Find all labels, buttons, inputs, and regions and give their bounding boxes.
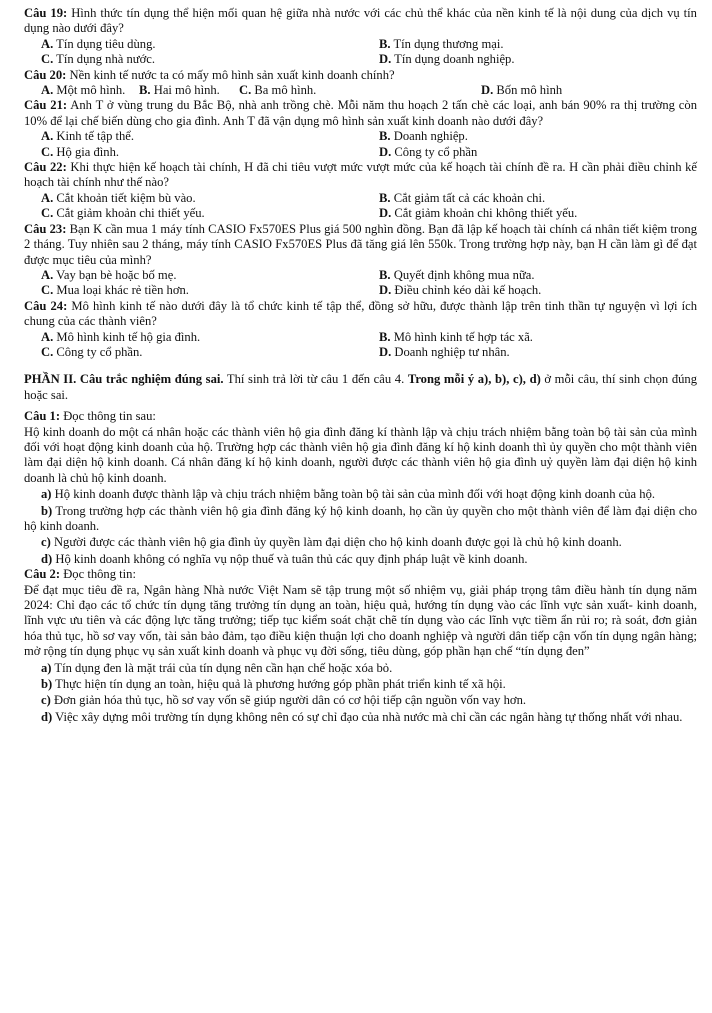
option-text: Công ty cổ phần xyxy=(394,144,478,159)
option-text: Doanh nghiệp. xyxy=(393,129,468,144)
option-text: Ba mô hình. xyxy=(254,83,317,98)
option-letter: D. xyxy=(379,283,392,298)
part-instruction-end: ở mỗi câu, thí sinh chọn đúng hoặc sai. xyxy=(24,372,698,402)
option-d[interactable] xyxy=(379,345,697,360)
question-23 xyxy=(24,222,697,299)
option-letter: D. xyxy=(481,83,494,98)
option-letter: C. xyxy=(41,344,54,359)
option-letter: A. xyxy=(41,83,54,98)
option-text: Cắt giảm khoản chi thiết yếu. xyxy=(56,206,205,221)
option-text: Cắt giảm tất cả các khoản chi. xyxy=(393,190,546,205)
statement-letter: d) xyxy=(41,709,53,724)
options xyxy=(24,268,697,299)
option-text: Cắt khoản tiết kiệm bù vào. xyxy=(56,190,196,205)
statement-d[interactable] xyxy=(24,552,697,567)
statement-a[interactable] xyxy=(24,487,697,502)
option-text: Một mô hình. xyxy=(56,83,126,98)
question-label: Câu 2: xyxy=(24,567,61,582)
question-label: Câu 21: xyxy=(24,98,68,113)
option-text: Doanh nghiệp tư nhân. xyxy=(394,344,510,359)
option-letter: B. xyxy=(139,83,151,98)
option-letter: A. xyxy=(41,129,54,144)
option-letter: C. xyxy=(41,144,54,159)
question-label: Câu 23: xyxy=(24,221,67,236)
option-letter: C. xyxy=(41,283,54,298)
option-letter: C. xyxy=(41,52,54,67)
option-a[interactable] xyxy=(41,191,379,206)
passage: Để đạt mục tiêu đề ra, Ngân hàng Nhà nước Việt Nam sẽ tập trung một số nhiệm vụ, giải pháp trọng tâm điều hành tín dụng năm 2024: Chỉ đạo các tổ chức tín dụng tăng trưởng tín dụng an toàn, hiệu quả, hướng tín dụng vào các lĩnh vực sản xuất- kinh doanh, lĩnh vực ưu tiên và các động lực tăng trưởng; tiếp tục kiểm soát chặt chẽ tín dụng vào các lĩnh vực tiềm ẩn rủi ro; rà soát, đơn giản hóa thủ tục, hồ sơ vay vốn, tài sản bảo đảm, tạo điều kiện thuận lợi cho doanh nghiệp và người dân tiếp cận vốn tín dụng ngân hàng; mở rộng tín dụng phục vụ sản xuất kinh doanh và phục vụ đời sống, tiêu dùng, góp phần hạn chế “tín dụng đen” xyxy=(24,582,697,659)
options xyxy=(24,37,697,68)
option-text: Quyết định không mua nữa. xyxy=(393,267,535,282)
option-b[interactable] xyxy=(139,83,239,98)
passage: Hộ kinh doanh do một cá nhân hoặc các thành viên hộ gia đình đăng kí thành lập và chịu trách nhiệm bằng toàn bộ tài sản của mình đối với hoạt động kinh doanh của hộ. Trường hợp các thành viên hộ gia đình đăng kí hộ kinh doanh thì ủy quyền cho một thành viên làm đại diện hộ kinh doanh. Cá nhân đăng kí hộ kinh doanh, người được các thành viên hộ gia đình uỷ quyền làm đại diện hộ kinh doanh là chủ hộ kinh doanh. xyxy=(24,424,697,485)
option-b[interactable] xyxy=(379,129,697,144)
statement-c[interactable] xyxy=(24,693,697,708)
part-2-header xyxy=(24,372,697,403)
option-letter: D. xyxy=(379,344,392,359)
option-letter: A. xyxy=(41,190,54,205)
option-b[interactable] xyxy=(379,37,697,52)
option-b[interactable] xyxy=(379,268,697,283)
option-a[interactable] xyxy=(41,268,379,283)
question-19 xyxy=(24,6,697,68)
statement-text: Người được các thành viên hộ gia đình ủy quyền làm đại diện cho hộ kinh doanh được gọi là chủ hộ kinh doanh. xyxy=(53,535,622,550)
option-a[interactable] xyxy=(41,129,379,144)
option-letter: B. xyxy=(379,267,391,282)
option-letter: D. xyxy=(379,52,392,67)
statement-letter: b) xyxy=(41,677,53,692)
question-label: Câu 19: xyxy=(24,6,68,20)
statement-text: Hộ kinh doanh được thành lập và chịu trách nhiệm bằng toàn bộ tài sản của mình đối với hoạt động kinh doanh của hộ. xyxy=(54,487,656,502)
part-instruction: Thí sinh trả lời từ câu 1 đến câu 4. xyxy=(223,372,408,387)
option-text: Tín dụng doanh nghiệp. xyxy=(394,52,515,67)
question-20 xyxy=(24,68,697,99)
option-a[interactable] xyxy=(41,37,379,52)
option-text: Mô hình kinh tế hộ gia đình. xyxy=(56,329,201,344)
statement-d[interactable] xyxy=(24,710,697,725)
option-letter: B. xyxy=(379,129,391,144)
option-d[interactable] xyxy=(379,283,697,298)
option-letter: B. xyxy=(379,190,391,205)
option-c[interactable] xyxy=(41,206,379,221)
option-text: Mua loại khác rẻ tiền hơn. xyxy=(56,283,189,298)
part-instruction-bold: Trong mỗi ý a), b), c), d) xyxy=(407,372,541,387)
statement-letter: a) xyxy=(41,487,52,502)
question-intro: Đọc thông tin sau: xyxy=(60,409,156,424)
statement-a[interactable] xyxy=(24,661,697,676)
statement-text: Thực hiện tín dụng an toàn, hiệu quả là phương hướng góp phần phát triển kinh tế xã hội. xyxy=(55,677,506,692)
question-label: Câu 1: xyxy=(24,409,61,424)
option-c[interactable] xyxy=(41,283,379,298)
question-text: Hình thức tín dụng thể hiện mối quan hệ giữa nhà nước với các chủ thể khác của nền kinh tế là nội dung của dịch vụ tín dụng nào dưới đây? xyxy=(24,6,697,36)
statement-text: Trong trường hợp các thành viên hộ gia đình đăng ký hộ kinh doanh, họ cần ủy quyền cho một thành viên để làm đại diện cho hộ kinh doanh. xyxy=(24,503,698,533)
option-text: Vay bạn bè hoặc bố mẹ. xyxy=(56,267,177,282)
question-label: Câu 20: xyxy=(24,67,67,82)
option-text: Hộ gia đình. xyxy=(56,144,120,159)
tf-question-1 xyxy=(24,409,697,567)
statement-text: Hộ kinh doanh không có nghĩa vụ nộp thuế và tuân thủ các quy định pháp luật về kinh doanh. xyxy=(55,551,528,566)
question-label: Câu 22: xyxy=(24,160,67,175)
statement-b[interactable] xyxy=(24,677,697,692)
option-c[interactable] xyxy=(41,52,379,67)
statement-letter: d) xyxy=(41,551,53,566)
option-b[interactable] xyxy=(379,330,697,345)
question-24 xyxy=(24,299,697,361)
statement-letter: c) xyxy=(41,693,51,708)
statement-text: Việc xây dựng môi trường tín dụng không nên có sự chỉ đạo của nhà nước mà chỉ cần các ngân hàng tự thống nhất với nhau. xyxy=(55,709,683,724)
option-letter: C. xyxy=(239,83,252,98)
question-text: Anh T ở vùng trung du Bắc Bộ, nhà anh trồng chè. Mỗi năm thu hoạch 2 tấn chè các loại, anh bán 90% ra thị trường còn 10% để lại chế biến dùng cho gia đình. Anh T đã vận dụng mô hình sản xuất kinh doanh nào dưới đây? xyxy=(24,98,697,128)
option-b[interactable] xyxy=(379,191,697,206)
option-text: Hai mô hình. xyxy=(153,83,220,98)
question-label: Câu 24: xyxy=(24,298,68,313)
statement-letter: c) xyxy=(41,535,51,550)
option-letter: A. xyxy=(41,267,54,282)
option-letter: A. xyxy=(41,329,54,344)
tf-question-2 xyxy=(24,567,697,725)
statement-text: Tín dụng đen là mặt trái của tín dụng nên cần hạn chế hoặc xóa bỏ. xyxy=(54,660,393,675)
option-d[interactable] xyxy=(379,52,697,67)
options xyxy=(24,330,697,361)
option-text: Tín dụng thương mại. xyxy=(393,36,504,51)
options xyxy=(24,83,697,98)
option-letter: B. xyxy=(379,36,391,51)
option-text: Kinh tế tập thể. xyxy=(56,129,135,144)
question-intro: Đọc thông tin: xyxy=(60,567,136,582)
option-letter: C. xyxy=(41,206,54,221)
option-d[interactable] xyxy=(481,83,697,98)
option-text: Tín dụng tiêu dùng. xyxy=(56,36,156,51)
question-text: Mô hình kinh tế nào dưới đây là tổ chức kinh tế tập thể, đồng sở hữu, được thành lập trên tinh thần tự nguyện vì lợi ích chung của các thành viên? xyxy=(24,298,697,329)
option-d[interactable] xyxy=(379,145,697,160)
option-text: Cắt giảm khoản chi không thiết yếu. xyxy=(394,206,578,221)
statement-b[interactable] xyxy=(24,504,697,535)
question-22 xyxy=(24,160,697,222)
statement-letter: a) xyxy=(41,660,52,675)
question-text: Khi thực hiện kế hoạch tài chính, H đã chi tiêu vượt mức vượt mức của kế hoạch tài chính đề ra. H cần phải điều chỉnh kế hoạch tài chính như thế nào? xyxy=(24,160,697,190)
statements xyxy=(24,487,697,567)
options xyxy=(24,191,697,222)
statement-letter: b) xyxy=(41,503,53,518)
option-c[interactable] xyxy=(239,83,481,98)
part-title: PHẦN II. Câu trắc nghiệm đúng sai. xyxy=(24,372,224,387)
options xyxy=(24,129,697,160)
option-c[interactable] xyxy=(41,145,379,160)
option-letter: D. xyxy=(379,206,392,221)
option-text: Điều chỉnh kéo dài kế hoạch. xyxy=(394,283,542,298)
option-c[interactable] xyxy=(41,345,379,360)
option-letter: B. xyxy=(379,329,391,344)
statements xyxy=(24,661,697,726)
option-d[interactable] xyxy=(379,206,697,221)
question-21 xyxy=(24,98,697,160)
option-text: Tín dụng nhà nước. xyxy=(56,52,155,67)
question-text: Nền kinh tế nước ta có mấy mô hình sản xuất kinh doanh chính? xyxy=(69,67,395,82)
statement-text: Đơn giản hóa thủ tục, hồ sơ vay vốn sẽ giúp người dân có cơ hội tiếp cận nguồn vốn vay hơn. xyxy=(53,693,527,708)
option-text: Bốn mô hình xyxy=(496,83,563,98)
option-text: Mô hình kinh tế hợp tác xã. xyxy=(393,329,533,344)
option-text: Công ty cổ phần. xyxy=(56,344,143,359)
option-a[interactable] xyxy=(41,83,139,98)
option-letter: A. xyxy=(41,36,54,51)
question-text: Bạn K cần mua 1 máy tính CASIO Fx570ES Plus giá 500 nghìn đồng. Bạn đã lập kế hoạch tài chính cá nhân tiết kiệm trong 2 tháng. Tuy nhiên sau 2 tháng, máy tính CASIO Fx570ES Plus đã tăng giá lên 550k. Trong trường hợp này, bạn H cần làm gì để đạt được mục tiêu của mình? xyxy=(24,221,697,267)
statement-c[interactable] xyxy=(24,535,697,550)
option-a[interactable] xyxy=(41,330,379,345)
option-letter: D. xyxy=(379,144,392,159)
